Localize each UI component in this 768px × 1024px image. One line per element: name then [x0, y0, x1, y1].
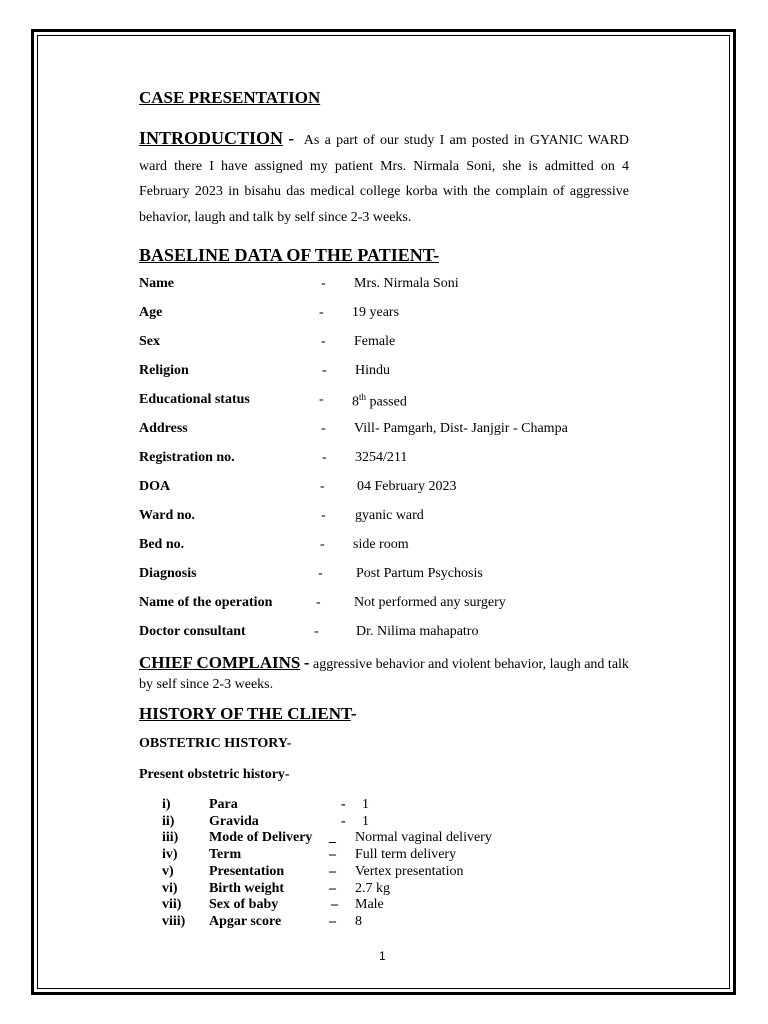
chief-text: aggressive behavior and violent behavior, laugh and talk by self since 2-3 weeks.	[139, 657, 629, 692]
baseline-dash: -	[321, 508, 326, 523]
obstetric-item-value: Full term delivery	[355, 847, 457, 862]
history-heading: HISTORY OF THE CLIENT-	[139, 704, 357, 723]
obstetric-item-value: Male	[355, 897, 384, 912]
baseline-dash: -	[320, 479, 325, 494]
baseline-value: Female	[354, 334, 396, 349]
obstetric-item-label: Term	[209, 847, 242, 862]
obstetric-item-number: vi)	[162, 881, 178, 896]
introduction-text: As a part of our study I am posted in GYANIC WARD ward there I have assigned my patient Mrs. Nirmala Soni, she is admitted on 4 February 2023 in bisahu das medical college korba with the complain of aggressive behavior, laugh and talk by self since 2-3 weeks.	[139, 133, 630, 225]
introduction-heading: INTRODUCTION	[139, 128, 284, 148]
obstetric-item-number: i)	[162, 797, 171, 812]
baseline-label: Educational status	[139, 392, 250, 407]
baseline-dash: -	[322, 363, 327, 378]
baseline-label: Ward no.	[139, 508, 196, 523]
baseline-value: Vill- Pamgarh, Dist- Janjgir - Champa	[354, 421, 568, 436]
baseline-dash: -	[320, 537, 325, 552]
baseline-label: Age	[139, 305, 163, 320]
page-number: 1	[379, 949, 386, 963]
obstetric-heading: OBSTETRIC HISTORY-	[139, 736, 292, 751]
baseline-label: Religion	[139, 363, 189, 378]
obstetric-item-label: Apgar score	[209, 914, 282, 929]
baseline-heading: BASELINE DATA OF THE PATIENT-	[139, 245, 440, 265]
obstetric-item-value: Vertex presentation	[355, 864, 464, 879]
obstetric-item-number: ii)	[162, 814, 175, 829]
baseline-dash: -	[319, 305, 324, 320]
baseline-label: Name of the operation	[139, 595, 273, 610]
obstetric-item-label: Sex of baby	[209, 897, 279, 912]
baseline-dash: -	[318, 566, 323, 581]
baseline-value: 19 years	[352, 305, 400, 320]
baseline-value: 3254/211	[355, 450, 408, 465]
baseline-value: gyanic ward	[355, 508, 424, 523]
chief-heading: CHIEF COMPLAINS	[139, 653, 301, 672]
obstetric-item-number: viii)	[162, 914, 186, 929]
baseline-label: Diagnosis	[139, 566, 197, 581]
present-obstetric-heading: Present obstetric history-	[139, 767, 290, 782]
obstetric-item-dash: -	[341, 797, 346, 812]
obstetric-item-label: Gravida	[209, 814, 259, 829]
obstetric-item-label: Para	[209, 797, 238, 812]
baseline-value: Post Partum Psychosis	[356, 566, 483, 581]
baseline-dash: -	[321, 334, 326, 349]
obstetric-item-dash: _	[329, 830, 336, 845]
baseline-label: Address	[139, 421, 188, 436]
baseline-label: Bed no.	[139, 537, 185, 552]
baseline-label: Name	[139, 276, 174, 291]
baseline-label: DOA	[139, 479, 171, 494]
introduction-separator: -	[288, 129, 294, 148]
obstetric-item-number: iii)	[162, 830, 179, 845]
obstetric-item-value: Normal vaginal delivery	[355, 830, 492, 845]
obstetric-item-dash: -	[341, 814, 346, 829]
obstetric-item-number: v)	[162, 864, 174, 879]
baseline-dash: -	[316, 595, 321, 610]
obstetric-item-label: Birth weight	[209, 881, 285, 896]
baseline-value: side room	[353, 537, 409, 552]
obstetric-item-value: 1	[362, 814, 369, 829]
obstetric-item-number: iv)	[162, 847, 178, 862]
obstetric-item-dash: –	[331, 897, 338, 912]
obstetric-item-dash: –	[329, 914, 336, 929]
baseline-value: Mrs. Nirmala Soni	[354, 276, 459, 291]
baseline-dash: -	[321, 276, 326, 291]
obstetric-item-label: Mode of Delivery	[209, 830, 313, 845]
baseline-value: Dr. Nilima mahapatro	[356, 624, 479, 639]
baseline-value: 8th passed	[352, 392, 407, 410]
introduction-paragraph	[139, 126, 629, 230]
baseline-value: Not performed any surgery	[354, 595, 506, 610]
baseline-value: 04 February 2023	[357, 479, 457, 494]
obstetric-item-value: 1	[362, 797, 369, 812]
baseline-dash: -	[322, 450, 327, 465]
obstetric-item-dash: –	[329, 881, 336, 896]
baseline-label: Doctor consultant	[139, 624, 246, 639]
obstetric-item-dash: –	[329, 847, 336, 862]
baseline-dash: -	[319, 392, 324, 407]
obstetric-item-label: Presentation	[209, 864, 285, 879]
baseline-label: Sex	[139, 334, 160, 349]
baseline-value: Hindu	[355, 363, 390, 378]
chief-complains: CHIEF COMPLAINS - aggressive behavior and violent behavior, laugh and talk by self since 2-3 weeks.	[139, 653, 629, 692]
obstetric-item-number: vii)	[162, 897, 182, 912]
page-title: CASE PRESENTATION	[139, 88, 321, 107]
obstetric-item-dash: –	[329, 864, 336, 879]
baseline-label: Registration no.	[139, 450, 235, 465]
obstetric-item-value: 2.7 kg	[355, 881, 390, 896]
obstetric-item-value: 8	[355, 914, 362, 929]
baseline-dash: -	[321, 421, 326, 436]
baseline-dash: -	[314, 624, 319, 639]
